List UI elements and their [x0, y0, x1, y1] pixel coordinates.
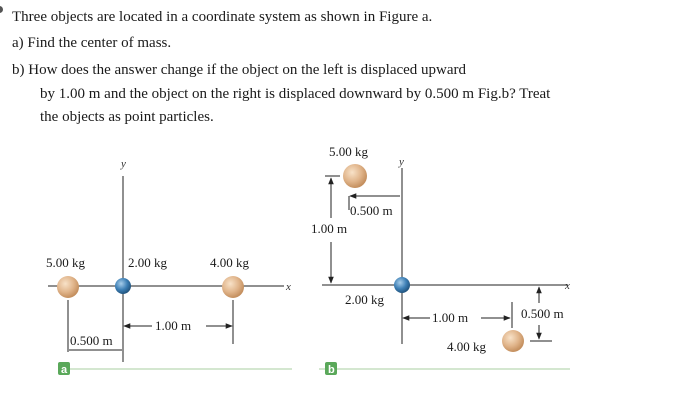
question-part-b-line3: the objects as point particles.	[40, 109, 214, 125]
fig-b-tag-label: b	[328, 364, 335, 376]
fig-a-particle-middle	[115, 278, 131, 294]
fig-a-particle-left	[57, 276, 79, 298]
figure-a	[46, 158, 292, 376]
fig-b-mass-top-label: 5.00 kg	[329, 144, 368, 159]
fig-a-y-label: y	[121, 158, 126, 170]
fig-a-mass-left-label: 5.00 kg	[46, 255, 85, 270]
fig-b-mass-origin-label: 2.00 kg	[345, 292, 384, 307]
fig-a-mass-right-label: 4.00 kg	[210, 255, 249, 270]
figure-b	[311, 144, 570, 376]
question-part-a: a) Find the center of mass.	[12, 35, 172, 51]
fig-a-dim-offset-label: 0.500 m	[70, 333, 113, 348]
fig-b-particle-origin	[394, 277, 410, 293]
fig-b-dim-vertical-right-label: 0.500 m	[521, 306, 564, 321]
fig-b-x-label: x	[565, 280, 570, 292]
fig-b-dim-vertical-left-label: 1.00 m	[311, 221, 348, 236]
fig-a-mass-middle-label: 2.00 kg	[128, 255, 167, 270]
question-part-b-line1: b) How does the answer change if the object on the left is displaced upward	[12, 62, 467, 78]
question-intro: Three objects are located in a coordinate system as shown in Figure a.	[12, 9, 433, 25]
fig-b-y-label: y	[399, 156, 404, 168]
fig-a-dim-spacing-label: 1.00 m	[155, 318, 192, 333]
fig-b-dim-horizontal-bottom-label: 1.00 m	[432, 310, 469, 325]
fig-b-dim-horizontal-top-label: 0.500 m	[350, 203, 393, 218]
fig-a-tag-label: a	[61, 364, 68, 376]
fig-b-mass-bottom-label: 4.00 kg	[447, 339, 486, 354]
fig-b-particle-top	[343, 164, 367, 188]
fig-a-particle-right	[222, 276, 244, 298]
fig-b-particle-bottom	[502, 330, 524, 352]
question-part-b-line2: by 1.00 m and the object on the right is displaced downward by 0.500 m Fig.b? Treat	[40, 86, 551, 102]
fig-a-x-label: x	[286, 281, 291, 293]
